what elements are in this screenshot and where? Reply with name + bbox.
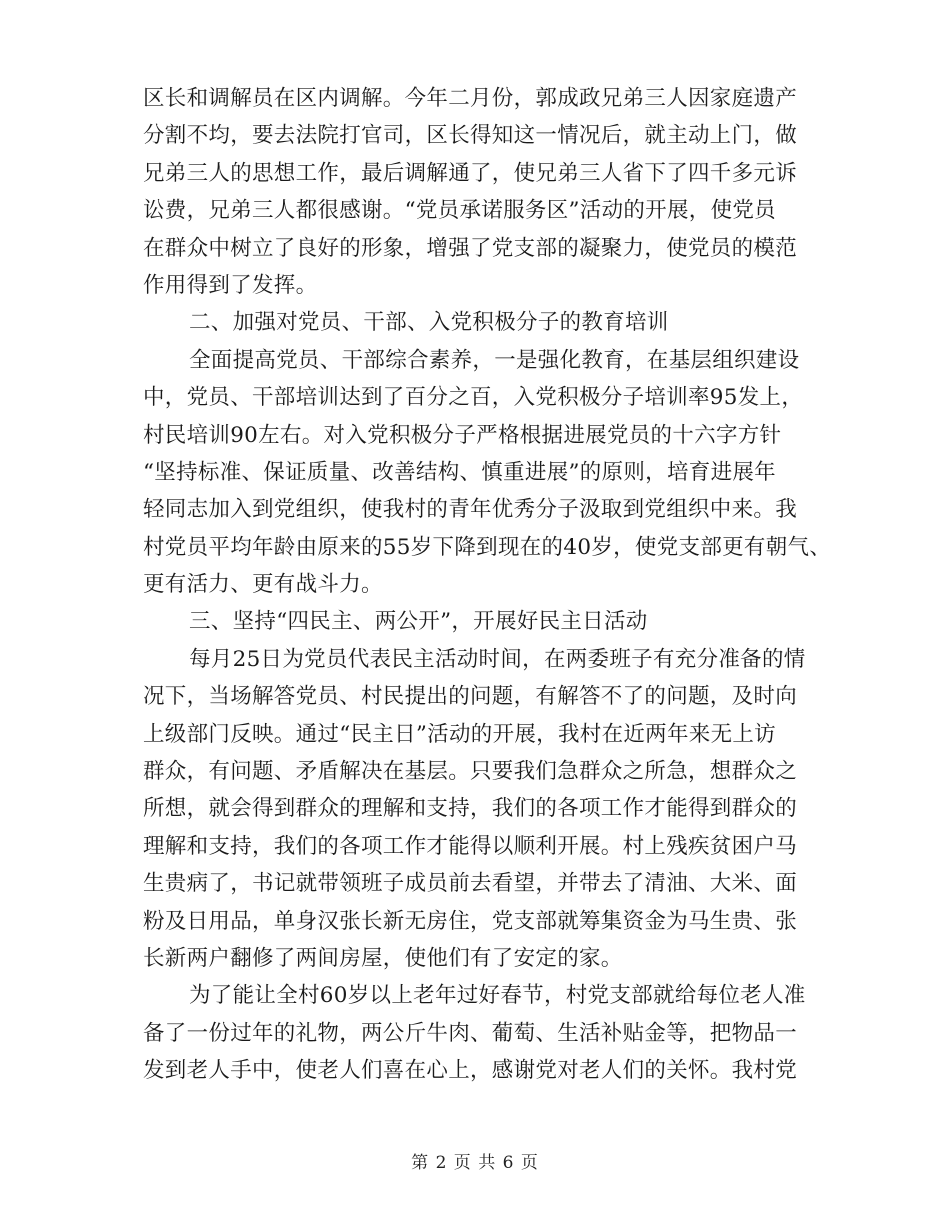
text-line: 讼费，兄弟三人都很感谢。“党员承诺服务区”活动的开展，使党员 xyxy=(143,198,776,224)
text-line: 理解和支持，我们的各项工作才能得以顺利开展。村上残疾贫困户马 xyxy=(143,833,798,859)
text-line: 群众，有问题、矛盾解决在基层。只要我们急群众之所急，想群众之 xyxy=(143,759,798,785)
text-line: 村党员平均年龄由原来的55岁下降到现在的40岁，使党支部更有朝气、 xyxy=(143,534,832,560)
text-line: 更有活力、更有战斗力。 xyxy=(143,572,383,598)
text-line: 生贵病了，书记就带领班子成员前去看望，并带去了清油、大米、面 xyxy=(143,871,798,897)
text-line: “坚持标准、保证质量、改善结构、慎重进展”的原则，培育进展年 xyxy=(143,459,776,485)
paragraph-first-line: 二、加强对党员、干部、入党积极分子的教育培训 xyxy=(189,310,669,336)
text-line: 在群众中树立了良好的形象，增强了党支部的凝聚力，使党员的模范 xyxy=(143,235,798,261)
text-line: 发到老人手中，使老人们喜在心上，感谢党对老人们的关怀。我村党 xyxy=(143,1058,798,1084)
text-line: 轻同志加入到党组织，使我村的青年优秀分子汲取到党组织中来。我 xyxy=(143,497,798,523)
text-line: 兄弟三人的思想工作，最后调解通了，使兄弟三人省下了四千多元诉 xyxy=(143,160,798,186)
text-line: 所想，就会得到群众的理解和支持，我们的各项工作才能得到群众的 xyxy=(143,796,798,822)
paragraph-first-line: 全面提高党员、干部综合素养，一是强化教育，在基层组织建设 xyxy=(189,347,800,373)
text-line: 备了一份过年的礼物，两公斤牛肉、葡萄、生活补贴金等，把物品一 xyxy=(143,1020,798,1046)
paragraph-first-line: 三、坚持“四民主、两公开”，开展好民主日活动 xyxy=(189,609,648,635)
text-line: 分割不均，要去法院打官司，区长得知这一情况后，就主动上门，做 xyxy=(143,123,798,149)
text-line: 长新两户翻修了两间房屋，使他们有了安定的家。 xyxy=(143,945,623,971)
text-line: 中，党员、干部培训达到了百分之百，入党积极分子培训率95发上， xyxy=(143,385,804,411)
page-footer: 第 2 页 共 6 页 xyxy=(411,1153,539,1173)
text-line: 粉及日用品，单身汉张长新无房住，党支部就筹集资金为马生贵、张 xyxy=(143,908,798,934)
paragraph-first-line: 每月25日为党员代表民主活动时间，在两委班子有充分准备的情 xyxy=(189,646,806,672)
text-line: 上级部门反映。通过“民主日”活动的开展，我村在近两年来无上访 xyxy=(143,721,776,747)
text-line: 况下，当场解答党员、村民提出的问题，有解答不了的问题，及时向 xyxy=(143,684,798,710)
paragraph-first-line: 为了能让全村60岁以上老年过好春节，村党支部就给每位老人准 xyxy=(189,983,806,1009)
text-line: 区长和调解员在区内调解。今年二月份，郭成政兄弟三人因家庭遗产 xyxy=(143,86,798,111)
document-body xyxy=(143,80,832,1090)
text-line: 作用得到了发挥。 xyxy=(143,272,318,298)
text-line: 村民培训90左右。对入党积极分子严格根据进展党员的十六字方针 xyxy=(143,422,782,448)
